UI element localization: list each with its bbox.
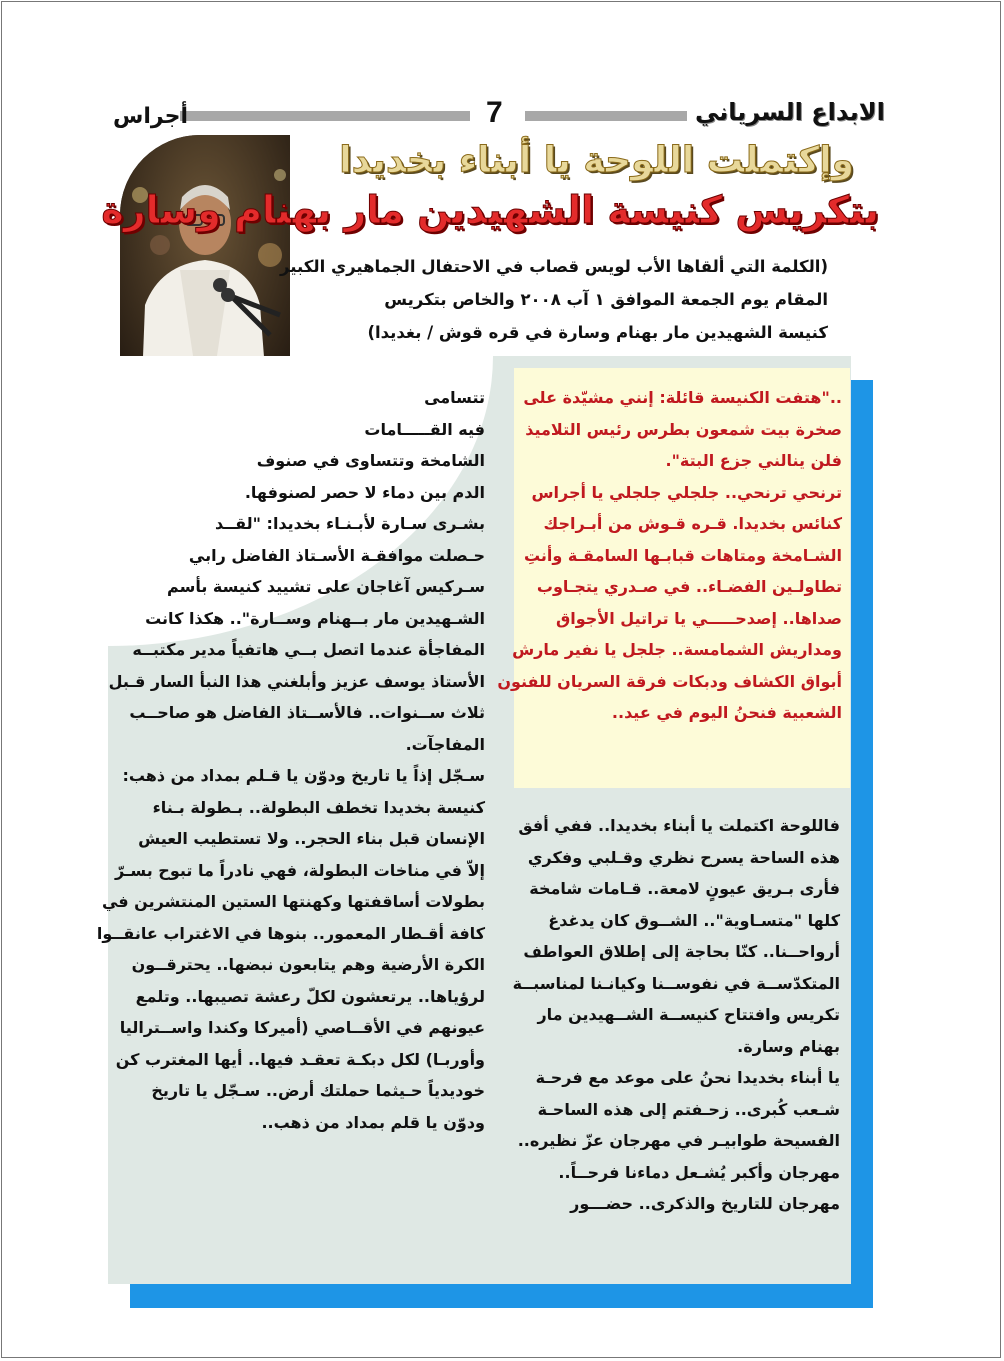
- text-line: خوديدياً حـيثما حملتك أرض.. سـجّل يا تاريخ: [151, 1081, 485, 1100]
- quote-line: كنائس بخديدا. قـره قـوش من أبـراجك: [543, 514, 842, 533]
- intro-line: المقام يوم الجمعة الموافق ١ آب ٢٠٠٨ والخاص بتكريس: [384, 290, 828, 309]
- text-line: فاللوحة اكتملت يا أبناء بخديدا.. ففي أفق: [518, 816, 840, 835]
- text-line: بشـرى سـارة لأبـنـاء بخديدا: "لقــد: [214, 514, 485, 533]
- quote-text: [497, 382, 842, 729]
- quote-line: ومداريش الشمامسة.. جلجل يا نفير مارش: [512, 640, 842, 659]
- text-line: المتكدّســة في نفوســنا وكيانـنا لمناسبــة: [512, 973, 840, 993]
- text-line: الكرة الأرضية وهم يتابعون نبضها.. يحترقــون: [131, 955, 485, 974]
- text-line: الإنسان قبل بناء الحجر.. ولا تستطيب العيش: [138, 829, 485, 848]
- text-line: الشامخة وتتساوى في صنوف: [256, 451, 485, 470]
- header-rule-left: [180, 111, 470, 121]
- header-section-name: الابداع السرياني: [695, 98, 885, 126]
- main-title-line2: بتكريس كنيسة الشهيدين مار بهنام وسارة: [101, 188, 879, 232]
- text-line: تكريس وافتتاح كنيســة الشــهيدين مار: [537, 1005, 840, 1024]
- text-line: سـركيس آغاجان على تشييد كنيسة بأسم: [167, 577, 485, 596]
- page-number: 7: [486, 96, 503, 129]
- header-rule-right: [525, 111, 687, 121]
- intro-paragraph: [280, 250, 828, 349]
- text-line: سـجّل إذاً يا تاريخ ودوّن يا قـلم بمداد من ذهب:: [122, 766, 485, 785]
- text-line: كلها "متسـاوية".. الشــوق كان يدغدغ: [548, 910, 840, 930]
- quote-line: الشعبية فنحنُ اليوم في عيد..: [611, 703, 842, 722]
- quote-line: .."هتفت الكنيسة قائلة: إنني مشيّدة على: [523, 388, 842, 407]
- quote-line: تطاولـين الفضـاء.. في صـدري يتجـاوب: [536, 577, 842, 596]
- quote-line: أبواق الكشاف ودبكات فرقة السريان للفنون: [497, 671, 842, 691]
- text-line: أرواحــنا.. كنّا بحاجة إلى إطلاق العواطف: [523, 942, 840, 961]
- text-line: إلاّ في مناخات البطولة، فهي نادراً ما تبوح بسـرّ: [115, 860, 485, 880]
- text-line: بهنام وسارة.: [737, 1036, 840, 1056]
- text-line: كنيسة بخديدا تخطف البطولة.. بـطولة بـناء: [152, 797, 485, 817]
- right-column-text: [510, 810, 840, 1220]
- text-line: ودوّن يا قلم بمداد من ذهب..: [261, 1112, 485, 1132]
- text-line: لرؤياها.. يرتعشون لكلّ رعشة تصيبها.. وتلمع: [135, 986, 485, 1006]
- text-line: وأوربـا) لكل دبكـة تعقـد فيها.. أيها المغترب كن: [115, 1049, 485, 1069]
- text-line: فيه القـــــامات: [364, 419, 485, 439]
- quote-line: صداها.. إصدحـــــي يا تراتيل الأجواق: [555, 608, 842, 628]
- text-line: الفسيحة طوابيـر في مهرجان عزّ نظيره..: [517, 1131, 840, 1150]
- text-line: مهرجان وأكبر يُشـعل دماءنا فرحــاً..: [558, 1162, 840, 1182]
- header-magazine-name: أجراس: [113, 104, 188, 129]
- quote-line: الشـامخة ومتاهات قبابـها السامقـة وأنتِ: [523, 545, 842, 565]
- intro-line: كنيسة الشهيدين مار بهنام وسارة في قره قوش / بغديدا): [367, 323, 828, 342]
- quote-line: فلن ينالني جزع البتة".: [665, 451, 842, 470]
- text-line: المفاجآت.: [405, 734, 485, 754]
- text-line: كافة أقـطار المعمور.. بنوها في الاغتراب عانقــوا: [96, 923, 485, 943]
- text-line: ثلاث ســنوات.. فالأســتاذ الفاضل هو صاحــب: [129, 703, 485, 722]
- text-line: بطولات أساقفتها وكهنتها الستين المنتشرين في: [101, 892, 485, 911]
- text-line: المفاجأة عندما اتصل بــي هاتفياً مدير مكتبــه: [132, 640, 485, 659]
- text-line: عيونهم في الأقــاصي (أميركا وكندا واســتراليا: [119, 1018, 485, 1037]
- text-line: شـعب كُبرى.. زحـفتم إلى هذه الساحـة: [537, 1099, 840, 1119]
- text-line: يا أبناء بخديدا نحنُ على موعد مع فرحـة: [535, 1068, 840, 1087]
- text-line: حـصلت موافقـة الأسـتاذ الفاضل رابي: [188, 545, 485, 565]
- text-line: الدم بين دماء لا حصر لصنوفها.: [244, 482, 485, 502]
- text-line: هذه الساحة يسرح نظري وقـلبي وفكري: [527, 847, 840, 867]
- left-column-text: [96, 382, 485, 1138]
- quote-line: صخرة بيت شمعون بطرس رئيس التلاميذ: [525, 419, 842, 439]
- text-line: مهرجان للتاريخ والذكرى.. حضـــور: [570, 1194, 840, 1213]
- quote-line: ترنحي ترنحي.. جلجلي جلجلي يا أجراس: [531, 482, 842, 502]
- main-title-line1: وإكتملت اللوحة يا أبناء بخديدا: [339, 140, 854, 181]
- intro-line: (الكلمة التي ألقاها الأب لويس قصاب في الاحتفال الجماهيري الكبير: [280, 257, 828, 276]
- text-line: تتسامى: [424, 388, 485, 407]
- text-line: فأرى بـريق عيونٍ لامعة.. قـامات شامخة: [529, 879, 840, 898]
- text-line: الشـهيدين مار بــهنام وســارة".. هكذا كانت: [145, 608, 485, 628]
- text-line: الأستاذ يوسف عزيز وأبلغني هذا النبأ السار قـبل: [108, 671, 485, 691]
